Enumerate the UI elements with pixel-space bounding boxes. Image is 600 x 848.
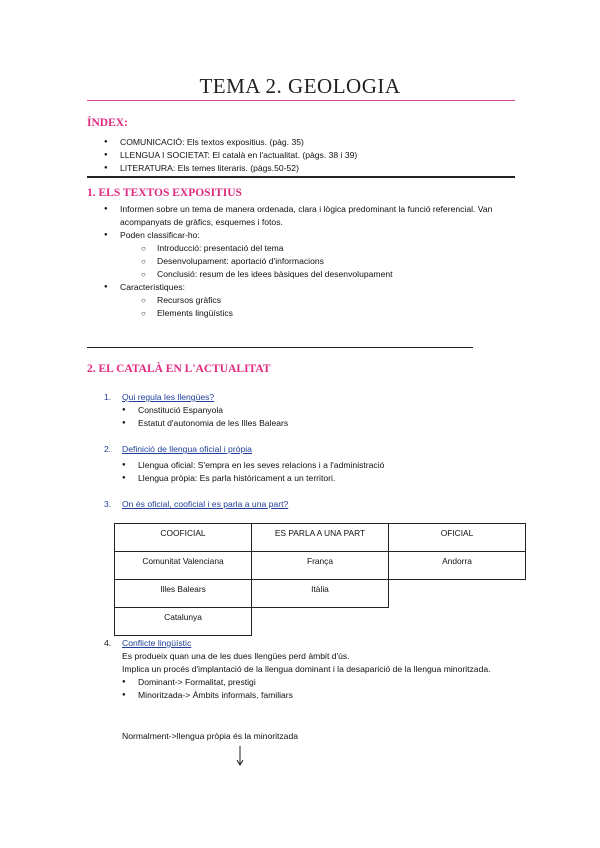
question-3-title: On és oficial, cooficial i es parla a una part?	[122, 499, 289, 509]
section1-subitem: ○ Elements lingüístics	[141, 307, 520, 320]
table-cell	[252, 608, 389, 636]
list-item: ● Llengua oficial: S'empra en les seves relacions i a l'administració	[122, 459, 522, 472]
question-4-note: Normalment->llengua pròpia és la minoritzada	[122, 731, 299, 741]
table-header: OFICIAL	[389, 524, 526, 552]
table-cell: França	[252, 552, 389, 580]
section1-heading: 1. ELS TEXTOS EXPOSITIUS	[87, 187, 242, 199]
table-cell	[389, 580, 526, 608]
table-row	[115, 552, 526, 580]
section1-bullet: ● Informen sobre un tema de manera ordenada, clara i lògica predominant la funció referencial. Van acompanyats de gràfics, esquemes i fotos.	[104, 203, 520, 229]
page-title: TEMA 2. GEOLOGIA	[199, 74, 401, 98]
index-divider	[87, 176, 515, 178]
languages-table	[114, 523, 526, 636]
question-2-list	[122, 459, 522, 485]
arrow-down-icon	[235, 746, 245, 766]
paragraph: Es produeix quan una de les dues llengües perd àmbit d'ús.	[122, 651, 350, 661]
section1-subitem: ○ Conclusió: resum de les idees bàsiques del desenvolupament	[141, 268, 520, 281]
table-cell	[389, 608, 526, 636]
index-item: ● COMUNICACIÓ: Els textos expositius. (pàg. 35)	[104, 136, 524, 149]
table-cell: Illes Balears	[115, 580, 252, 608]
table-header-row	[115, 524, 526, 552]
question-2-title: Definició de llengua oficial i pròpia	[122, 444, 252, 454]
table-header: COOFICIAL	[115, 524, 252, 552]
section1-divider	[87, 347, 473, 348]
section1-list	[104, 203, 520, 320]
table-cell: Andorra	[389, 552, 526, 580]
table-row	[115, 580, 526, 608]
list-item: ● Llengua pròpia: Es parla històricament a un territori.	[122, 472, 522, 485]
question-4-body	[122, 650, 512, 702]
list-item: ● Dominant-> Formalitat, prestigi	[122, 676, 512, 689]
question-1: 1. Qui regula les llengües?	[104, 392, 215, 402]
table-header: ES PARLA A UNA PART	[252, 524, 389, 552]
list-item: ● Constitució Espanyola	[122, 404, 512, 417]
table-row	[115, 608, 526, 636]
question-2: 2. Definició de llengua oficial i pròpia	[104, 444, 252, 454]
section1-bullet: ● Característiques:	[104, 281, 520, 294]
table-cell: Catalunya	[115, 608, 252, 636]
question-3: 3. On és oficial, cooficial i es parla a una part?	[104, 499, 289, 509]
table-cell: Comunitat Valenciana	[115, 552, 252, 580]
question-4: 4. Conflicte lingüístic	[104, 638, 192, 648]
section1-subitem: ○ Desenvolupament: aportació d'informacions	[141, 255, 520, 268]
question-4-title: Conflicte lingüístic	[122, 638, 192, 648]
section1-subitem: ○ Recursos gràfics	[141, 294, 520, 307]
section2-heading: 2. EL CATALÀ EN L'ACTUALITAT	[87, 363, 271, 375]
index-item: ● LLENGUA I SOCIETAT: El català en l'actualitat. (pàgs. 38 i 39)	[104, 149, 524, 162]
question-1-title: Qui regula les llengües?	[122, 392, 215, 402]
section1-subitem: ○ Introducció: presentació del tema	[141, 242, 520, 255]
paragraph: Implica un procés d'implantació de la llengua dominant i la desaparició de la llengua minoritzada.	[122, 664, 491, 674]
table-cell: Itàlia	[252, 580, 389, 608]
question-1-list	[122, 404, 512, 430]
index-item: ● LITERATURA: Els temes literaris. (pàgs.50-52)	[104, 162, 524, 175]
list-item: ● Estatut d'autonomia de les Illes Balears	[122, 417, 512, 430]
list-item: ● Minoritzada-> Àmbits informals, familiars	[122, 689, 512, 702]
index-list	[104, 136, 524, 175]
title-divider	[87, 100, 515, 101]
section1-bullet: ● Poden classificar-ho:	[104, 229, 520, 242]
index-heading: ÍNDEX:	[87, 117, 128, 129]
